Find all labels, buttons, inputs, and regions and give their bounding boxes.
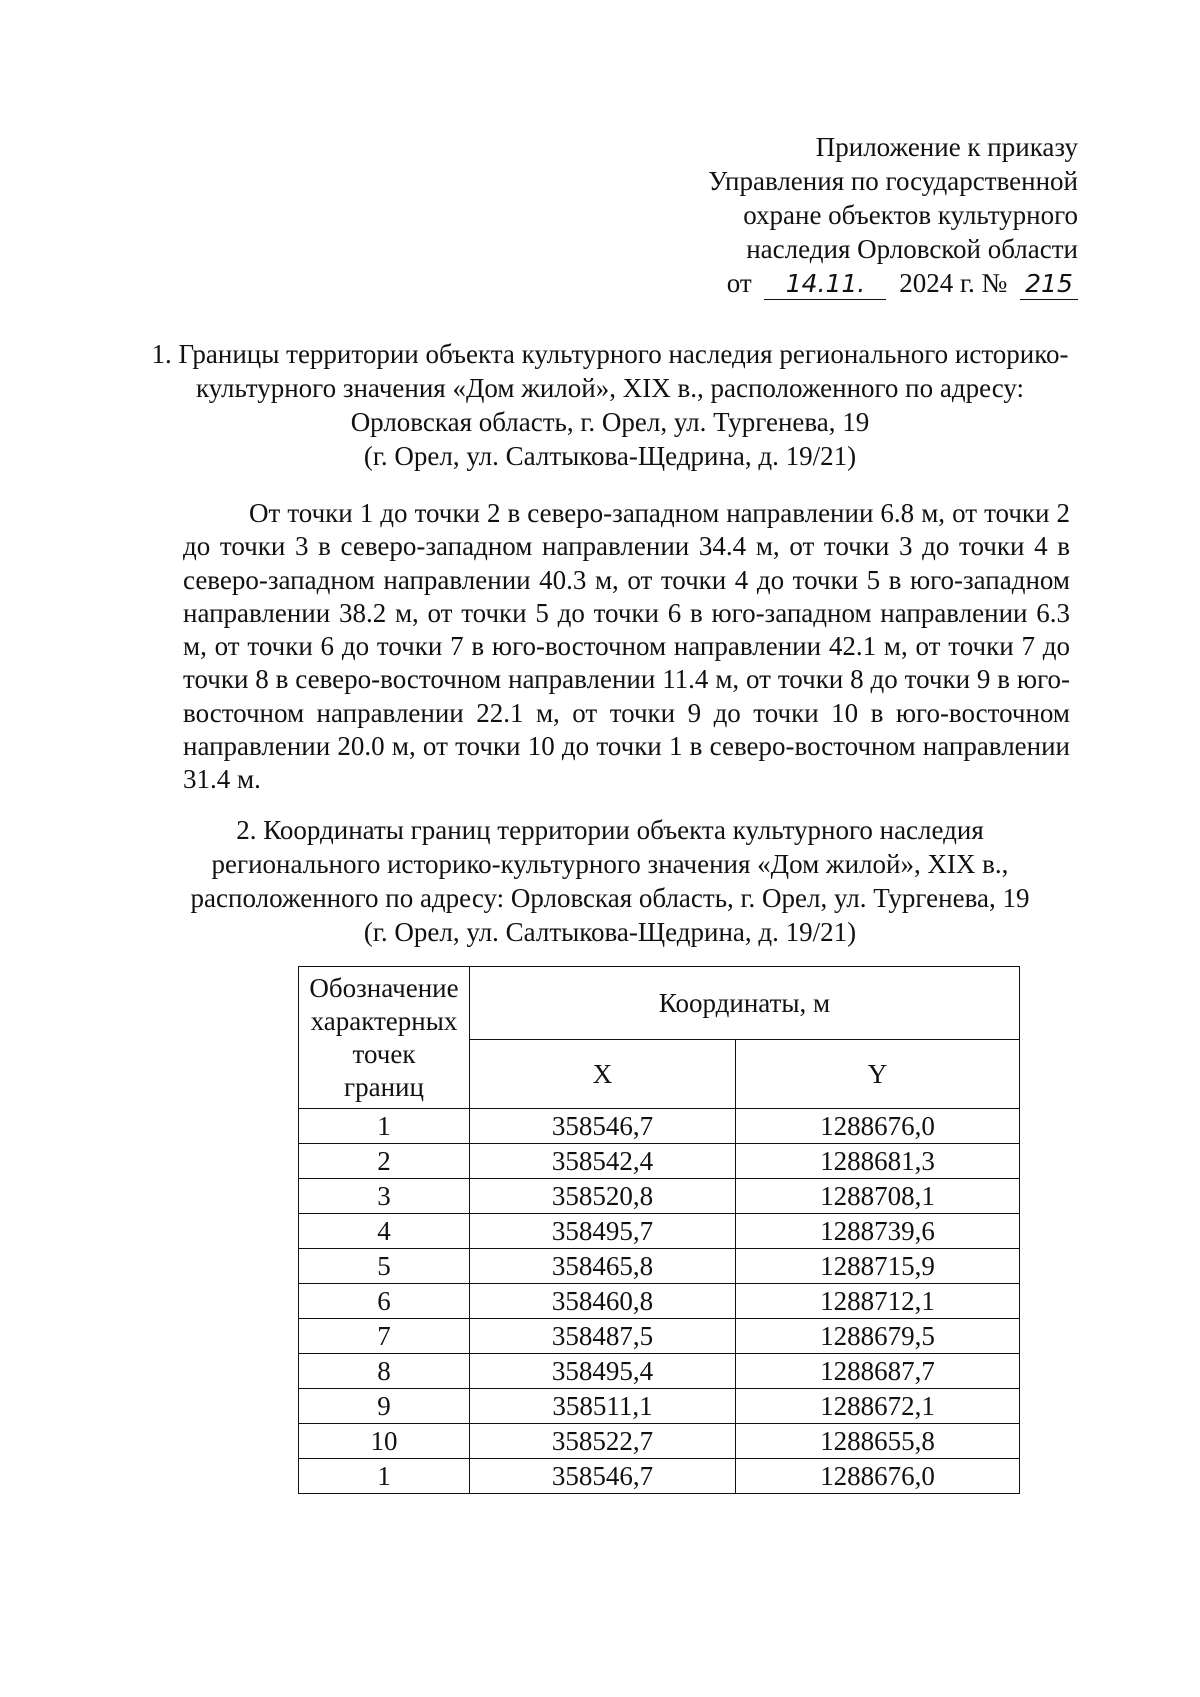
table-row [299, 1109, 1020, 1144]
title-line: (г. Орел, ул. Салтыкова-Щедрина, д. 19/21) [363, 441, 857, 471]
table-row [299, 1459, 1020, 1494]
title-line: (г. Орел, ул. Салтыкова-Щедрина, д. 19/21) [363, 917, 857, 947]
title-line: 2. Координаты границ территории объекта культурного наследия [236, 815, 984, 845]
year-number-label: 2024 г. № [899, 268, 1008, 298]
coordinates-table [298, 966, 1020, 1494]
x-cell: 358542,4 [470, 1144, 736, 1179]
table-row [299, 1179, 1020, 1214]
x-cell: 358511,1 [470, 1389, 736, 1424]
table-row [299, 1319, 1020, 1354]
x-cell: 358546,7 [470, 1109, 736, 1144]
header-line: Управления по государственной [708, 166, 1078, 196]
header-line: Обозначение [309, 972, 459, 1003]
y-cell: 1288676,0 [736, 1459, 1020, 1494]
y-cell: 1288715,9 [736, 1249, 1020, 1284]
y-cell: 1288672,1 [736, 1389, 1020, 1424]
order-date-line [638, 266, 1078, 300]
title-line: регионального историко-культурного значения «Дом жилой», XIX в., [211, 849, 1009, 879]
x-cell: 358495,7 [470, 1214, 736, 1249]
header-line: наследия Орловской области [746, 234, 1078, 264]
x-cell: 358487,5 [470, 1319, 736, 1354]
x-column-header: X [470, 1040, 736, 1109]
y-cell: 1288681,3 [736, 1144, 1020, 1179]
point-cell: 6 [299, 1284, 470, 1319]
point-cell: 9 [299, 1389, 470, 1424]
title-line: Орловская область, г. Орел, ул. Тургенева, 19 [350, 407, 870, 437]
x-cell: 358495,4 [470, 1354, 736, 1389]
table-row [299, 1214, 1020, 1249]
boundary-description: От точки 1 до точки 2 в северо-западном направлении 6.8 м, от точки 2 до точки 3 в северо-западном направлении 34.4 м, от точки 3 до точки 4 в северо-западном направлении 40.3 м, от точки 4 до точки 5 в юго-западном направлении 38.2 м, от точки 5 до точки 6 в юго-западном направлении 6.3 м, от точки 6 до точки 7 в юго-восточном направлении 42.1 м, от точки 7 до точки 8 в северо-восточном направлении 11.4 м, от точки 8 до точки 9 в юго-восточном направлении 22.1 м, от точки 9 до точки 10 в юго-восточном направлении 20.0 м, от точки 10 до точки 1 в северо-восточном направлении 31.4 м. [183, 498, 1070, 795]
y-cell: 1288687,7 [736, 1354, 1020, 1389]
handwritten-order-number: 215 [1020, 269, 1078, 300]
table-row [299, 1284, 1020, 1319]
y-cell: 1288679,5 [736, 1319, 1020, 1354]
x-cell: 358522,7 [470, 1424, 736, 1459]
header-line: Приложение к приказу [815, 132, 1078, 162]
section1-title [150, 337, 1070, 473]
point-designation-header [299, 967, 470, 1109]
header-line: точек [352, 1038, 416, 1069]
table-row [299, 1389, 1020, 1424]
point-cell: 7 [299, 1319, 470, 1354]
y-cell: 1288676,0 [736, 1109, 1020, 1144]
coordinates-header: Координаты, м [470, 967, 1020, 1040]
title-line: расположенного по адресу: Орловская область, г. Орел, ул. Тургенева, 19 [190, 883, 1030, 913]
point-cell: 8 [299, 1354, 470, 1389]
date-prefix: от [726, 268, 752, 298]
x-cell: 358465,8 [470, 1249, 736, 1284]
point-cell: 4 [299, 1214, 470, 1249]
coordinates-body [299, 1109, 1020, 1494]
point-cell: 5 [299, 1249, 470, 1284]
point-cell: 1 [299, 1459, 470, 1494]
x-cell: 358460,8 [470, 1284, 736, 1319]
header-line: характерных [310, 1005, 458, 1036]
appendix-header [638, 130, 1078, 300]
table-row [299, 1354, 1020, 1389]
table-row [299, 1249, 1020, 1284]
y-cell: 1288739,6 [736, 1214, 1020, 1249]
header-line: границ [344, 1071, 424, 1102]
table-row [299, 1144, 1020, 1179]
point-cell: 3 [299, 1179, 470, 1214]
table-row [299, 1424, 1020, 1459]
section2-title [150, 813, 1070, 949]
title-line: 1. Границы территории объекта культурного наследия регионального историко- [151, 339, 1069, 369]
point-cell: 1 [299, 1109, 470, 1144]
point-cell: 10 [299, 1424, 470, 1459]
y-column-header: Y [736, 1040, 1020, 1109]
handwritten-date: 14.11. [764, 269, 886, 300]
y-cell: 1288712,1 [736, 1284, 1020, 1319]
x-cell: 358520,8 [470, 1179, 736, 1214]
point-cell: 2 [299, 1144, 470, 1179]
title-line: культурного значения «Дом жилой», XIX в., расположенного по адресу: [195, 373, 1025, 403]
x-cell: 358546,7 [470, 1459, 736, 1494]
y-cell: 1288708,1 [736, 1179, 1020, 1214]
header-line: охране объектов культурного [743, 200, 1078, 230]
y-cell: 1288655,8 [736, 1424, 1020, 1459]
